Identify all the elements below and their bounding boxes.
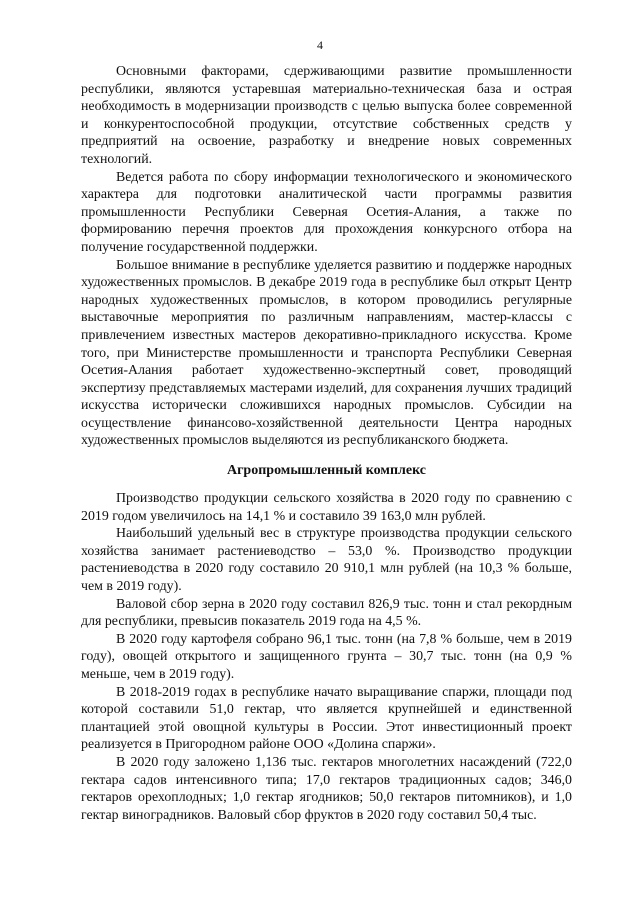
paragraph: Наибольший удельный вес в структуре производства продукции сельского хозяйства занимает растениеводство – 53,0 %. Производство продукции растениеводства в 2020 году составило 20 910,1 млн рублей (на 10,3 % больше, чем в 2019 году). <box>81 526 572 595</box>
paragraph: В 2020 году картофеля собрано 96,1 тыс. тонн (на 7,8 % больше, чем в 2019 году), овощей открытого и защищенного грунта – 30,7 тыс. тонн (на 0,9 % меньше, чем в 2019 году). <box>81 631 572 682</box>
page-number: 4 <box>317 38 323 52</box>
document-body <box>81 63 572 824</box>
paragraph: Основными факторами, сдерживающими развитие промышленности республики, являются устаревшая материально-техническая база и острая необходимость в модернизации производств с целью выпуска более современной и конкурентоспособной продукции, отсутствие собственных средств у предприятий на освоение, разработку и внедрение новых современных технологий. <box>81 64 572 167</box>
paragraph: Производство продукции сельского хозяйства в 2020 году по сравнению с 2019 годом увеличилось на 14,1 % и составило 39 163,0 млн рублей. <box>81 491 572 524</box>
section-title: Агропромышленный комплекс <box>226 463 427 479</box>
paragraph: Большое внимание в республике уделяется развитию и поддержке народных художественных промыслов. В декабре 2019 года в республике был открыт Центр народных художественных промыслов, в котором проводились регулярные выставочные мероприятия по различным направлениям, мастер-классы с привлечением известных мастеров декоративно-прикладного искусства. Кроме того, при Министерстве промышленности и транспорта Республики Северная Осетия-Алания работает художественно-экспертный совет, проводящий экспертизу представляемых мастерами изделий, для сохранения лучших традиций искусства исторически сложившихся народных промыслов. Субсидии на осуществление финансово-хозяйственной деятельности Центра народных художественных промыслов выделяются из республиканского бюджета. <box>81 257 572 449</box>
paragraph: Валовой сбор зерна в 2020 году составил 826,9 тыс. тонн и стал рекордным для республики, превысив показатель 2019 года на 4,5 %. <box>81 596 572 630</box>
paragraph: Ведется работа по сбору информации технологического и экономического характера для подготовки аналитической части программы развития промышленности Республики Северная Осетия-Алания, а также по формированию перечня проектов для прохождения конкурсного отбора на получение государственной поддержки. <box>81 169 572 255</box>
paragraph: В 2018-2019 годах в республике начато выращивание спаржи, площади под которой составили 51,0 гектар, что является крупнейшей и единственной плантацией этой овощной культуры в России. Этот инвестиционный проект реализуется в Пригородном районе ООО «Долина спаржи». <box>81 684 572 753</box>
paragraph: В 2020 году заложено 1,136 тыс. гектаров многолетних насаждений (722,0 гектара садов интенсивного типа; 17,0 гектаров традиционных садов; 346,0 гектаров орехоплодных; 1,0 гектар ягодников; 50,0 гектаров питомников), и 1,0 гектар виноградников. Валовый сбор фруктов в 2020 году составил 50,4 тыс. <box>81 754 572 823</box>
